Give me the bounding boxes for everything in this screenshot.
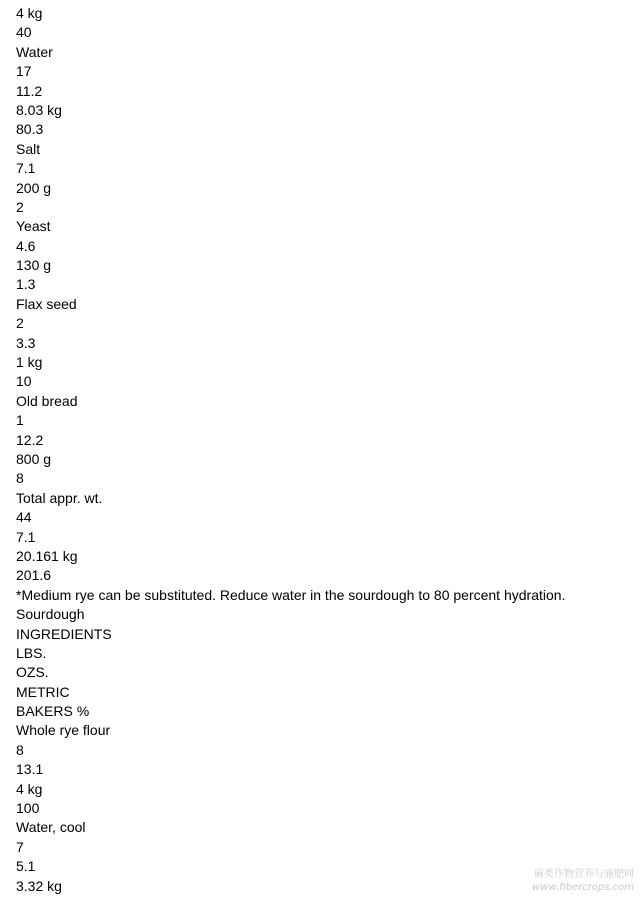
text-line: 80.3 — [16, 121, 44, 138]
text-line: 100 — [16, 800, 40, 817]
text-line: 7.1 — [16, 528, 36, 545]
text-line: 1.3 — [16, 276, 36, 293]
text-line: 4.6 — [16, 237, 36, 254]
text-line: Flax seed — [16, 295, 77, 312]
text-line: Water — [16, 43, 53, 60]
text-line: 11.2 — [16, 82, 43, 99]
text-line: 5.1 — [16, 858, 36, 875]
text-line: 7 — [16, 838, 24, 855]
text-line: INGREDIENTS — [16, 625, 112, 642]
text-line: METRIC — [16, 683, 70, 700]
text-line: Water, cool — [16, 819, 86, 836]
watermark-url: www.fibercrops.com — [532, 882, 634, 893]
text-line: Old bread — [16, 392, 78, 409]
text-line: 1 — [16, 412, 24, 429]
text-line: 2 — [16, 198, 24, 215]
text-line: 130 g — [16, 257, 52, 274]
text-line: 3.3 — [16, 334, 36, 351]
text-line: 12.2 — [16, 431, 44, 448]
text-line: LBS. — [16, 644, 47, 661]
text-line: Whole rye flour — [16, 722, 111, 739]
watermark-site-name: 麻类作物营养与施肥网 — [534, 869, 634, 880]
text-line: Sourdough — [16, 606, 85, 623]
text-line: 13.1 — [16, 761, 44, 778]
text-line: 7.1 — [16, 160, 36, 177]
text-line: 10 — [16, 373, 32, 390]
text-line: 8.03 kg — [16, 101, 62, 118]
text-line: 17 — [16, 63, 32, 80]
text-line: 4 kg — [16, 780, 43, 797]
text-line: 44 — [16, 509, 32, 526]
text-line: 4 kg — [16, 5, 43, 21]
text-line: Salt — [16, 140, 41, 157]
text-line: 2 — [16, 315, 24, 332]
recipe-text — [16, 4, 632, 896]
text-line: 40 — [16, 24, 32, 41]
text-line: Total appr. wt. — [16, 489, 103, 506]
text-line: 8 — [16, 741, 24, 758]
text-line: 8 — [16, 470, 24, 487]
text-line: BAKERS % — [16, 703, 90, 720]
site-watermark — [532, 868, 634, 894]
text-line: 20.161 kg — [16, 547, 78, 564]
text-line: OZS. — [16, 664, 49, 681]
text-line: 800 g — [16, 450, 52, 467]
text-line: 3.32 kg — [16, 877, 62, 894]
text-line: Yeast — [16, 218, 51, 235]
text-line: 200 g — [16, 179, 52, 196]
text-line: 1 kg — [16, 354, 43, 371]
text-line: 201.6 — [16, 567, 52, 584]
text-line: *Medium rye can be substituted. Reduce water in the sourdough to 80 percent hydration. — [16, 586, 566, 603]
